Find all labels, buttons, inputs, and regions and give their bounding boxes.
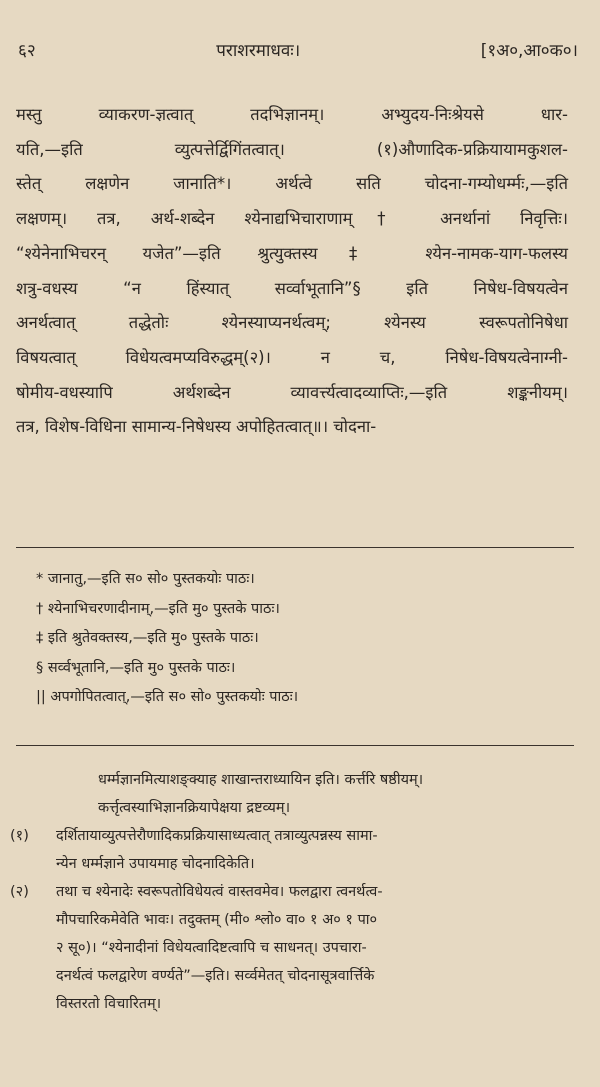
note-line xyxy=(10,822,578,850)
footnote: † श्येनाभिचरणादीनाम्,—इति मु० पुस्तके पाठः। xyxy=(36,600,280,617)
main-text-line: “श्येनेनाभिचरन् यजेत”—इति श्रुत्युक्तस्य‡ श्येन-नामक-याग-फलस्य xyxy=(16,243,568,263)
note-text: विस्तरतो विचारितम्। xyxy=(56,996,162,1012)
running-title: पराशरमाधवः। xyxy=(216,40,301,61)
note-line xyxy=(10,962,578,990)
main-text-line: शत्रु-वधस्य “न हिंस्यात् सर्व्वाभूतानि”§ इति निषेध-विषयत्वेन xyxy=(16,278,568,298)
note-text: दनर्थत्वं फलद्वारेण वर्ण्यते”—इति। सर्व्वमेतत् चोदनासूत्रवार्त्तिके xyxy=(56,968,375,984)
main-text-line: विषयत्वात् विधेयत्वमप्यविरुद्धम्(२)। न च, निषेध-विषयत्वेनाग्नी- xyxy=(16,347,568,367)
notes-divider xyxy=(16,745,574,746)
note-line xyxy=(10,766,578,794)
note-marker xyxy=(10,906,56,934)
note-marker xyxy=(10,990,56,1018)
main-text-line: अनर्थत्वात् तद्धेतोः श्येनस्याप्यनर्थत्वम्; श्येनस्य स्वरूपतोनिषेधा xyxy=(16,313,568,333)
commentary-notes xyxy=(10,766,578,1018)
note-marker xyxy=(10,766,56,794)
note-text: धर्म्मज्ञानमित्याशङ्क्याह शाखान्तराध्यायिन इति। कर्त्तरि षष्ठीयम्। xyxy=(98,772,424,788)
main-text-line: षोमीय-वधस्यापि अर्थशब्देन व्यावर्त्त्यत्वादव्याप्तिः,—इति शङ्कनीयम्। xyxy=(16,382,568,402)
note-marker xyxy=(10,794,56,822)
page-header xyxy=(18,34,578,64)
note-line xyxy=(10,794,578,822)
note-line xyxy=(10,878,578,906)
footnote: || अपगोपितत्वात्,—इति स० सो० पुस्तकयोः पाठः। xyxy=(36,689,299,705)
main-text-line: लक्षणम्। तत्र, अर्थ-शब्देन श्येनाद्यभिचाराणाम्† अनर्थानां निवृत्तिः। xyxy=(16,209,568,229)
note-text: तथा च श्येनादेः स्वरूपतोविधेयत्वं वास्तवमेव। फलद्वारा त्वनर्थत्व- xyxy=(56,884,383,900)
main-text xyxy=(16,98,568,445)
note-text: मौपचारिकमेवेति भावः। तदुक्तम् (मी० श्लो० वा० १ अ० १ पा० xyxy=(56,912,378,928)
footnote: ‡ इति श्रुतेवक्तस्य,—इति मु० पुस्तके पाठः। xyxy=(36,630,259,646)
note-line xyxy=(10,990,578,1018)
page-number: ६२ xyxy=(18,40,36,61)
note-marker xyxy=(10,934,56,962)
note-text: न्येन धर्म्मज्ञाने उपायमाह चोदनादिकेति। xyxy=(56,856,255,872)
main-text-line: यति,—इति व्युत्पत्तेर्द्विगिंतत्वात्। (१)औणादिक-प्रक्रियायामकुशल- xyxy=(16,139,568,159)
footnote: * जानातु,—इति स० सो० पुस्तकयोः पाठः। xyxy=(36,571,255,587)
main-text-line: मस्तु व्याकरण-ज्ञत्वात् तदभिज्ञानम्। अभ्युदय-निःश्रेयसे धार- xyxy=(16,105,568,124)
variant-readings xyxy=(36,565,556,713)
note-text: २ सू०)। “श्येनादीनां विधेयत्वादिष्टत्वापि च साधनत्। उपचारा- xyxy=(56,940,367,956)
note-line xyxy=(10,850,578,878)
note-text: दर्शितायाव्युत्पत्तेरौणादिकप्रक्रियासाध्यत्वात् तत्राव्युत्पन्नस्य सामा- xyxy=(56,828,378,844)
note-marker xyxy=(10,850,56,878)
main-text-line: स्तेत् लक्षणेन जानाति*। अर्थत्वे सति चोदना-गम्योधर्म्मः,—इति xyxy=(16,174,568,194)
note-text: कर्त्तृत्वस्याभिज्ञानक्रियापेक्षया द्रष्टव्यम्। xyxy=(98,800,291,816)
note-marker: (२) xyxy=(10,884,29,900)
note-marker: (१) xyxy=(10,828,29,844)
note-marker xyxy=(10,962,56,990)
footnote-divider xyxy=(16,547,574,548)
section-reference: [१अ०,आ०क०। xyxy=(480,40,578,61)
note-line xyxy=(10,934,578,962)
note-line xyxy=(10,906,578,934)
main-text-line: तत्र, विशेष-विधिना सामान्य-निषेधस्य अपोहितत्वात्॥। चोदना- xyxy=(16,417,377,437)
footnote: § सर्व्वभूतानि,—इति मु० पुस्तके पाठः। xyxy=(36,659,236,676)
